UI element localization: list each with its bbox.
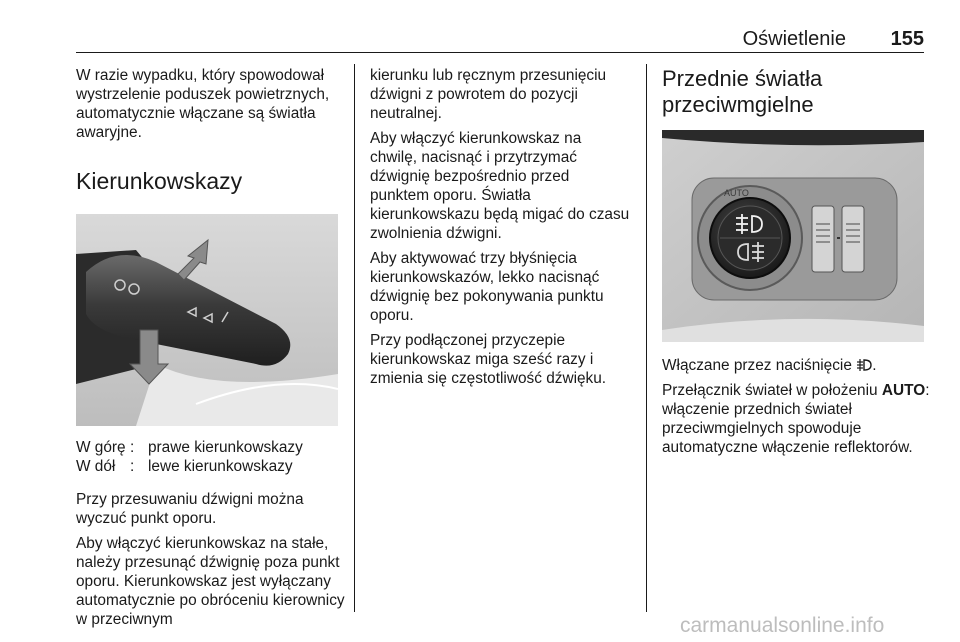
direction-row-down: W dół : lewe kierunkowskazy: [76, 458, 293, 475]
column-divider-1: [354, 64, 355, 612]
light-switch-figure: [662, 130, 924, 342]
column-1: [76, 66, 346, 635]
column-divider-2: [646, 64, 647, 612]
column-2: [370, 66, 632, 394]
direction-row-up: W górę : prawe kierunkowskazy: [76, 439, 303, 456]
col3-paragraph-1: Włączane przez naciśnięcie .: [662, 357, 877, 374]
intro-paragraph: W razie wypadku, który spowodował wystrzelenie poduszek powietrznych, automatycznie włączane są światła awaryjne.: [76, 67, 330, 141]
col1-paragraph-2: Aby włączyć kierunkowskaz na stałe, należy przesunąć dźwignię poza punkt oporu. Kierunkowskaz jest wyłączany automatycznie po obróceniu kierownicy w przeciwnym: [76, 535, 345, 628]
section-title: Oświetlenie: [742, 28, 846, 50]
dial-label-auto: AUTO: [724, 188, 749, 198]
auto-label: AUTO: [881, 382, 926, 399]
turn-signal-lever-figure: [76, 214, 338, 426]
column-3: [662, 66, 932, 463]
col2-paragraph-3: Aby aktywować trzy błyśnięcia kierunkowskazów, lekko nacisnąć dźwignię bez pokonywania punktu oporu.: [370, 250, 604, 324]
col2-paragraph-4: Przy podłączonej przyczepie kierunkowskaz miga sześć razy i zmienia się częstotliwość dźwięku.: [370, 332, 607, 387]
col1-paragraph-1: Przy przesuwaniu dźwigni można wyczuć punkt oporu.: [76, 491, 304, 527]
direction-list: [76, 438, 303, 476]
col2-paragraph-1: kierunku lub ręcznym przesunięciu dźwigni z powrotem do pozycji neutralnej.: [370, 67, 607, 122]
page-header: [76, 26, 924, 53]
col3-paragraph-2: Przełącznik świateł w położeniu AUTO: włączenie przednich świateł przeciwmgielnych spowoduje automatyczne włączenie reflektorów.: [662, 382, 930, 456]
col2-paragraph-2: Aby włączyć kierunkowskaz na chwilę, nacisnąć i przytrzymać dźwignię bezpośrednio przed punktem oporu. Światła kierunkowskazu będą migać do czasu zwolnienia dźwigni.: [370, 130, 630, 242]
front-fog-light-icon: [856, 358, 872, 372]
watermark: carmanualsonline.info: [680, 614, 885, 637]
fog-lights-heading: Przednie światła przeciwmgielne: [662, 66, 823, 117]
page-number: 155: [890, 28, 924, 50]
turn-signals-heading: Kierunkowskazy: [76, 168, 243, 194]
